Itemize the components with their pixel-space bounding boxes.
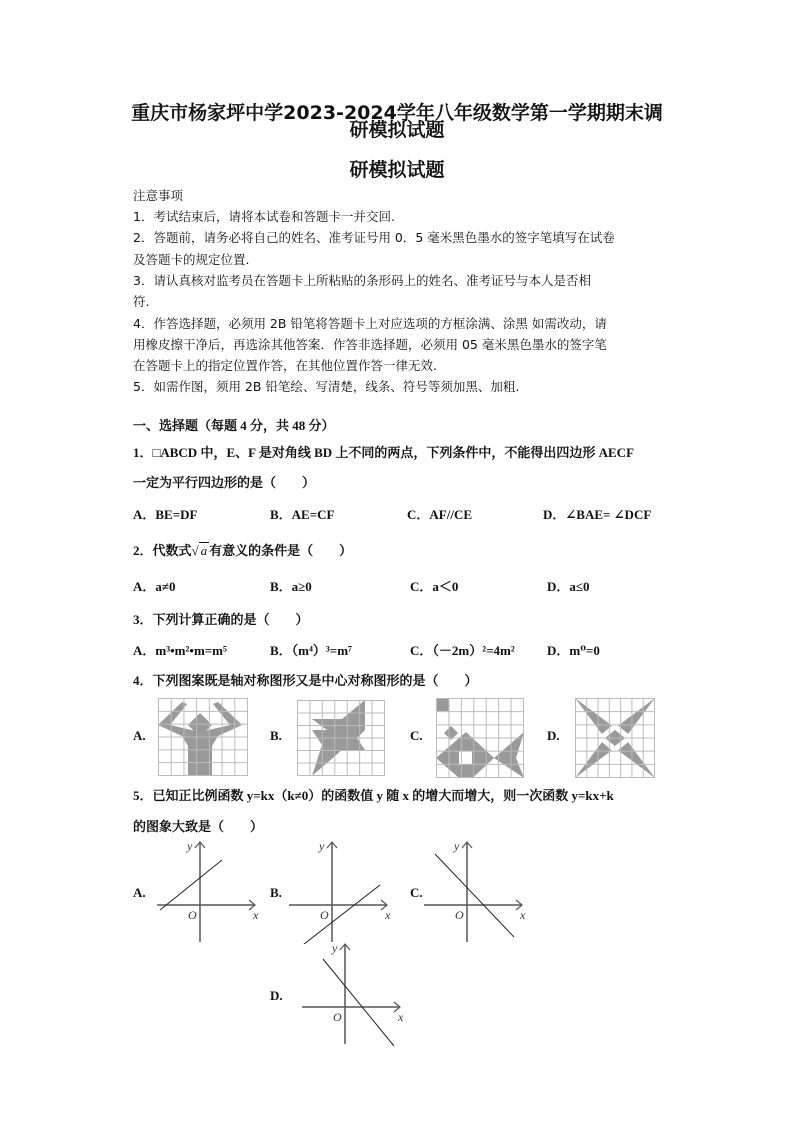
q2-option-a: A．a≠0 <box>133 579 176 594</box>
note-line: 3．请认真核对监考员在答题卡上所粘贴的条形码上的姓名、准考证号与本人是否相 <box>133 272 591 288</box>
q2-suffix: 有意义的条件是（ ） <box>209 543 353 558</box>
q3-stem: 3．下列计算正确的是（ ） <box>133 612 309 627</box>
q1-option-d: D．∠BAE= ∠DCF <box>543 507 652 522</box>
function-line <box>299 885 380 944</box>
origin-label: O <box>333 1010 342 1024</box>
q5-graph-c <box>422 838 532 944</box>
q2-prefix: 2．代数式 <box>133 543 192 558</box>
origin-label: O <box>455 908 464 922</box>
y-axis-label: y <box>332 941 338 955</box>
sqrt-symbol: √ a <box>191 543 208 558</box>
q1-option-a: A．BE=DF <box>133 507 198 522</box>
note-line: 用橡皮擦干净后，再选涂其他答案．作答非选择题，必须用 05 毫米黑色墨水的签字笔 <box>133 336 607 352</box>
note-line: 2．答题前，请务必将自己的姓名、准考证号用 0．5 毫米黑色墨水的签字笔填写在试卷 <box>133 230 615 246</box>
q5-label-b: B. <box>270 885 282 900</box>
x-axis-label: x <box>253 908 259 922</box>
origin-label: O <box>188 908 197 922</box>
function-line <box>160 860 222 910</box>
q3-option-c: C．（－2m）²=4m² <box>410 643 515 658</box>
q3-option-a: A．m³•m²•m=m⁵ <box>133 643 227 658</box>
q4-figure-a <box>158 698 248 776</box>
q5-stem-2: 的图象大致是（ ） <box>133 819 264 834</box>
note-line: 及答题卡的规定位置. <box>133 251 250 267</box>
q4-stem: 4．下列图案既是轴对称图形又是中心对称图形的是（ ） <box>133 673 478 688</box>
note-line: 符. <box>133 294 150 310</box>
q4-figure-d <box>575 698 655 778</box>
q5-graph-a <box>155 838 265 944</box>
q2-option-c: C．a＜0 <box>410 579 459 594</box>
q2-radicand: a <box>200 543 208 558</box>
y-axis-label: y <box>319 839 325 853</box>
q2-option-d: D．a≤0 <box>547 579 590 594</box>
x-axis-label: x <box>398 1010 404 1024</box>
q5-graph-d <box>300 940 410 1046</box>
q1-option-b: B．AE=CF <box>270 507 335 522</box>
q4-figure-b <box>297 700 385 776</box>
notes-heading: 注意事项 <box>133 188 184 203</box>
note-line: 4．作答选择题，必须用 2B 铅笔将答题卡上对应选项的方框涂满、涂黑 如需改动，请 <box>133 315 607 331</box>
function-line <box>435 854 514 937</box>
q4-label-a: A. <box>133 728 146 743</box>
q1-stem-1: 1．□ABCD 中，E、F 是对角线 BD 上不同的两点，下列条件中，不能得出四边形 AECF <box>133 445 635 460</box>
q3-option-b: B．（m⁴）³=m⁷ <box>270 643 352 658</box>
q5-label-a: A. <box>133 885 146 900</box>
y-axis-label: y <box>454 839 460 853</box>
q4-label-d: D. <box>547 728 560 743</box>
q4-figure-c <box>436 698 524 778</box>
origin-label: O <box>320 908 329 922</box>
q3-option-d: D．m⁰=0 <box>547 643 600 658</box>
title-line-1: 重庆市杨家坪中学2023-2024学年八年级数学第一学期期末调 <box>131 102 663 124</box>
q4-label-c: C. <box>410 728 423 743</box>
note-line: 在答题卡上的指定位置作答，在其他位置作答一律无效. <box>133 358 437 374</box>
q1-stem-2: 一定为平行四边形的是（ ） <box>133 475 316 490</box>
q5-label-d: D. <box>270 988 283 1003</box>
x-axis-label: x <box>385 908 391 922</box>
section-heading: 一、选择题（每题 4 分，共 48 分） <box>133 418 335 433</box>
title-line-3: 研模拟试题 <box>349 159 445 181</box>
q1-option-c: C．AF//CE <box>407 507 473 522</box>
x-axis-label: x <box>520 908 526 922</box>
q5-graph-b <box>287 838 397 944</box>
q2-option-b: B．a≥0 <box>270 579 312 594</box>
q4-label-b: B. <box>270 728 282 743</box>
y-axis-label: y <box>187 839 193 853</box>
note-line: 5．如需作图，须用 2B 铅笔绘、写清楚，线条、符号等须加黑、加粗. <box>133 379 520 395</box>
q2-stem <box>133 540 352 559</box>
title-line-2: 研模拟试题 <box>349 119 445 141</box>
function-line <box>323 959 394 1046</box>
q5-label-c: C. <box>410 885 423 900</box>
note-line: 1．考试结束后，请将本试卷和答题卡一并交回. <box>133 209 395 224</box>
q5-stem-1: 5．已知正比例函数 y=kx（k≠0）的函数值 y 随 x 的增大而增大，则一次函数 y=kx+k <box>133 788 614 803</box>
